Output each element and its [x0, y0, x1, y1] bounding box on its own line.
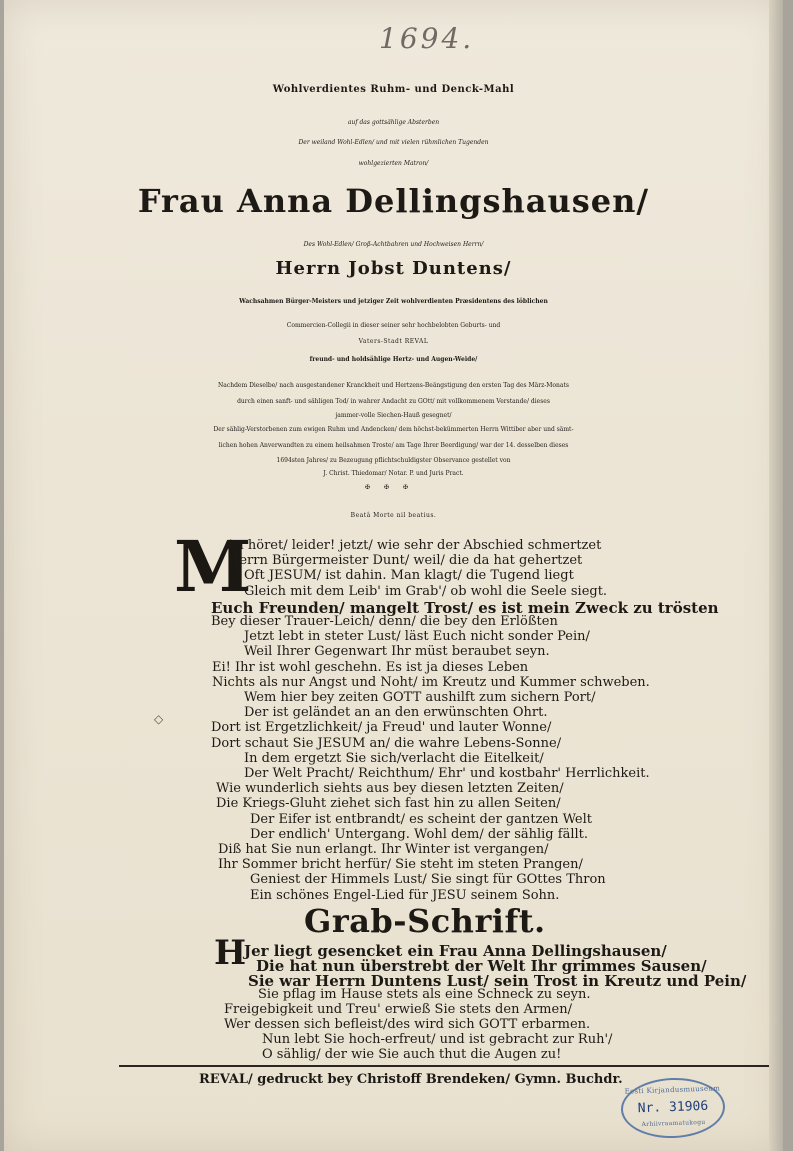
- poem-line: Der Welt Pracht/ Reichthum/ Ehr' und kostbahr' Herrlichkeit.: [244, 766, 650, 781]
- poem-line: Der ist geländet an an den erwünschten Ohrt.: [244, 705, 548, 721]
- poem-line: An höret/ leider! jetzt/ wie sehr der Abschied schmertzet: [226, 538, 602, 553]
- death-line-3: jammer-volle Siechen-Hauß gesegnet/: [335, 412, 452, 419]
- deceased-name: Frau Anna Dellingshausen/: [137, 182, 650, 220]
- poem-line: Der endlich' Untergang. Wohl dem/ der sählig fällt.: [250, 826, 588, 842]
- stamp-bottom-text: Arhiivraamatukogu: [641, 1118, 706, 1129]
- poem-line: In dem ergetzt Sie sich/verlacht die Eitelkeit/: [244, 750, 544, 766]
- poem-line: Gleich mit dem Leib' im Grab'/ ob wohl die Seele siegt.: [244, 583, 608, 599]
- cross-ornaments: ✠✠✠: [364, 484, 423, 491]
- paper-edge: [769, 0, 783, 1151]
- poem-line: Die Kriegs-Gluht ziehet sich fast hin zu allen Seiten/: [216, 796, 561, 812]
- dedication-line-3: 1694sten Jahres/ zu Bezeugung pflichtschuldigster Observance gestellet von: [276, 457, 511, 464]
- epitaph-line: O sählig/ der wie Sie auch thut die Augen zu!: [262, 1047, 562, 1062]
- husband-title-line: Des Wohl-Edlen/ Groß-Achtbahren und Hochweisen Herrn/: [303, 241, 484, 248]
- handwritten-year: 1694.: [379, 22, 475, 55]
- subtitle-line-1: auf das gottsählige Absterben: [347, 119, 440, 126]
- poem-line: Diß hat Sie nun erlangt. Ihr Winter ist vergangen/: [218, 842, 549, 857]
- poem-line: Euch Freunden/ mangelt Trost/ es ist mein Zweck zu trösten: [211, 598, 719, 617]
- office-line: Wachsahmen Bürger-Meisters und jetziger Zeit wohlverdienten Præsidentens des löblichen: [239, 298, 548, 305]
- author-line: J. Christ. Thiedomar/ Notar. P. und Juris Pract.: [323, 470, 464, 477]
- imprint-line: REVAL/ gedruckt bey Christoff Brendeken/ Gymn. Buchdr.: [199, 1072, 623, 1087]
- bottom-rule: [119, 1065, 769, 1067]
- poem-line: Weil Ihrer Gegenwart Ihr müst beraubet seyn.: [244, 644, 550, 660]
- heart-line: freund- und holdsählige Hertz- und Augen-Weide/: [309, 356, 478, 363]
- poem-line: Ihr Sommer bricht herfür/ Sie steht im steten Prangen/: [218, 857, 583, 873]
- stamp-top-text: Eesti Kirjandusmuuseum: [624, 1084, 721, 1096]
- stamp-number: Nr. 31906: [637, 1098, 709, 1117]
- dedication-line-1: Der sählig-Verstorbenen zum ewigen Ruhm und Andencken/ dem höchst-bekümmerten Herrn Wittiber aber und sämt-: [213, 426, 574, 433]
- epitaph-line: Sie war Herrn Duntens Lust/ sein Trost in Kreutz und Pein/: [248, 972, 747, 990]
- death-line-2: durch einen sanft- und sähligen Tod/ in wahrer Andacht zu GOtt/ mit vollkommenem Verstande/ dieses: [237, 398, 550, 405]
- college-line: Commercien-Collegii in dieser seiner sehr hochbelobten Geburts- und: [286, 322, 501, 329]
- epitaph-line: Sie pflag im Hause stets als eine Schneck zu seyn.: [258, 987, 591, 1002]
- poem-line: Der Eifer ist entbrandt/ es scheint der gantzen Welt: [250, 811, 593, 827]
- husband-name: Herrn Jobst Duntens/: [275, 258, 512, 279]
- epitaph-dropcap: H: [214, 933, 247, 973]
- motto: Beatâ Morte nil beatius.: [350, 512, 437, 519]
- poem-line: Herrn Bürgermeister Dunt/ weil/ die da hat gehertzet: [228, 553, 583, 569]
- epitaph-line: Wer dessen sich befleist/des wird sich GOTT erbarmen.: [224, 1017, 591, 1032]
- poem-line: Oft JESUM/ ist dahin. Man klagt/ die Tugend liegt: [244, 568, 574, 584]
- poem-line: Ein schönes Engel-Lied für JESU seinem Sohn.: [250, 887, 560, 903]
- poem-line: Geniest der Himmels Lust/ Sie singt für GOttes Thron: [250, 872, 606, 888]
- poem-line: Wie wunderlich siehts aus bey diesen letzten Zeiten/: [216, 781, 564, 797]
- poem-line: Bey dieser Trauer-Leich/ denn/ die bey den Erlößten: [211, 614, 558, 629]
- poem-line: Wem hier bey zeiten GOTT aushilft zum sichern Port/: [244, 690, 596, 705]
- library-stamp: [620, 1076, 726, 1140]
- death-line-1: Nachdem Dieselbe/ nach ausgestandener Kranckheit und Hertzens-Beängstigung den ersten Tag des März-Monats: [218, 382, 569, 389]
- subtitle-line-2: Der weiland Wohl-Edlen/ und mit vielen rühmlichen Tugenden: [298, 139, 489, 146]
- poem-line: Jetzt lebt in steter Lust/ läst Euch nicht sonder Pein/: [244, 629, 590, 645]
- city-line: Vaters-Stadt REVAL: [358, 338, 429, 345]
- title-line: Wohlverdientes Ruhm- und Denck-Mahl: [272, 84, 515, 95]
- margin-mark: ◇: [154, 712, 164, 726]
- dedication-line-2: lichen hohen Anverwandten zu einem heilsahmen Troste/ am Tage Ihrer Beerdigung/ war der 14. desselben dieses: [218, 442, 569, 449]
- poem-line: Nichts als nur Angst und Noht/ im Kreutz und Kummer schweben.: [212, 674, 650, 690]
- epitaph-line: Nun lebt Sie hoch-erfreut/ und ist gebracht zur Ruh'/: [262, 1032, 613, 1047]
- poem-line: Dort ist Ergetzlichkeit/ ja Freud' und lauter Wonne/: [211, 720, 552, 736]
- epitaph-title: Grab-Schrift.: [304, 902, 546, 940]
- epitaph-line: Freigebigkeit und Treu' erwieß Sie stets den Armen/: [224, 1002, 572, 1017]
- epitaph-line: Jer liegt gesencket ein Frau Anna Dellingshausen/: [244, 942, 667, 960]
- epitaph-line: Die hat nun überstrebt der Welt Ihr grimmes Sausen/: [256, 957, 707, 975]
- document-sheet: [4, 0, 783, 1151]
- poem-dropcap: M: [174, 525, 252, 608]
- subtitle-line-3: wohlgezierten Matron/: [358, 160, 429, 167]
- poem-line: Dort schaut Sie JESUM an/ die wahre Lebens-Sonne/: [211, 735, 562, 751]
- poem-line: Ei! Ihr ist wohl geschehn. Es ist ja dieses Leben: [212, 659, 529, 675]
